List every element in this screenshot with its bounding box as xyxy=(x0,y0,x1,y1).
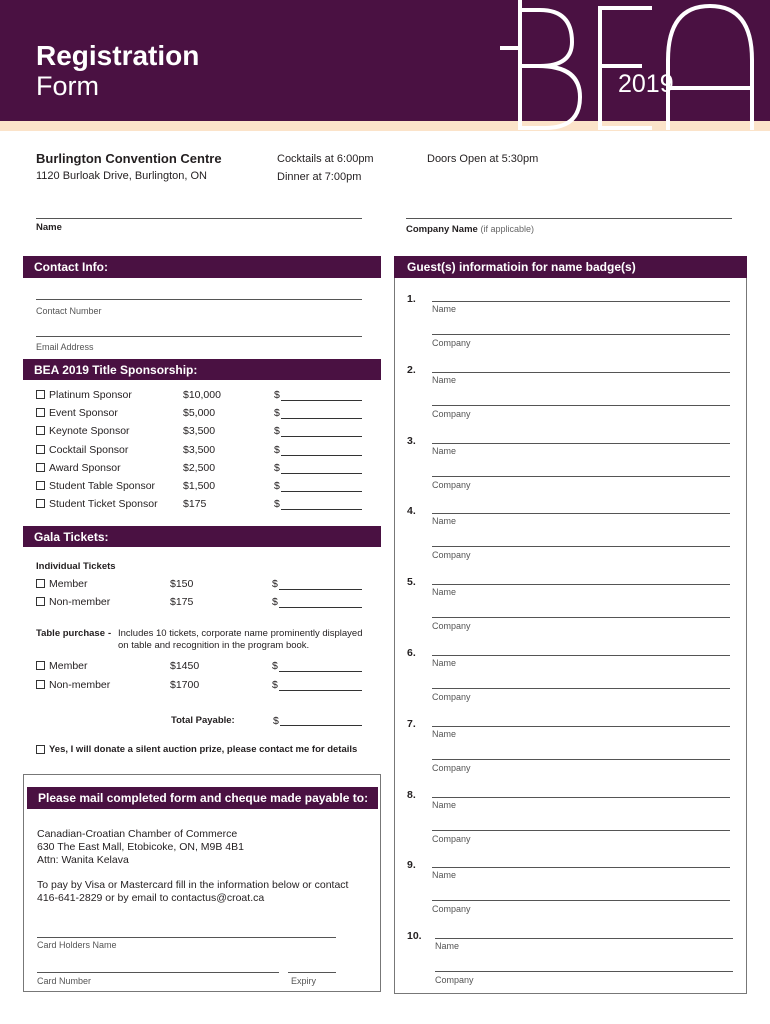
sponsor-amount-field[interactable] xyxy=(281,473,362,474)
guest-company-field[interactable] xyxy=(432,476,730,477)
guest-name-field[interactable] xyxy=(432,513,730,514)
expiry-field[interactable] xyxy=(288,972,336,973)
guest-company-label: Company xyxy=(432,408,471,419)
sponsor-checkbox[interactable] xyxy=(36,426,45,435)
guest-company-label: Company xyxy=(432,479,471,490)
company-name-note: (if applicable) xyxy=(480,224,534,234)
table-ticket-amount-field[interactable] xyxy=(279,671,362,672)
email-address-field[interactable] xyxy=(36,336,362,337)
guest-number: 2. xyxy=(407,363,416,376)
guest-name-field[interactable] xyxy=(432,584,730,585)
sponsor-price: $3,500 xyxy=(183,443,216,456)
pay-instructions-line-2: 416-641-2829 or by email to contactus@croat.ca xyxy=(37,892,265,904)
sponsor-checkbox[interactable] xyxy=(36,481,45,490)
guest-name-label: Name xyxy=(432,870,457,881)
sponsor-name: Event Sponsor xyxy=(49,407,118,420)
guest-company-label: Company xyxy=(432,904,471,915)
sponsor-price: $1,500 xyxy=(183,480,216,492)
card-number-field[interactable] xyxy=(37,972,279,973)
card-number-label: Card Number xyxy=(37,976,92,986)
sponsor-name: Student Ticket Sponsor xyxy=(49,498,158,511)
guest-number: 5. xyxy=(407,576,416,589)
sponsor-checkbox[interactable] xyxy=(36,390,45,399)
pay-instructions-line-1: To pay by Visa or Mastercard fill in the information below or contact xyxy=(37,879,349,891)
individual-ticket-price: $150 xyxy=(170,578,194,590)
name-label: Name xyxy=(36,222,62,233)
sponsor-dollar: $ xyxy=(274,407,280,420)
email-address-label: Email Address xyxy=(36,342,94,352)
sponsor-name: Cocktail Sponsor xyxy=(49,443,129,456)
sponsor-name: Platinum Sponsor xyxy=(49,389,132,401)
guest-name-label: Name xyxy=(432,445,457,456)
sponsor-row[interactable] xyxy=(36,425,366,438)
sponsor-amount-field[interactable] xyxy=(281,455,362,456)
individual-tickets-heading: Individual Tickets xyxy=(36,561,116,572)
guest-number: 6. xyxy=(407,647,416,659)
individual-ticket-name: Member xyxy=(49,578,88,590)
total-payable-dollar: $ xyxy=(273,715,279,727)
sponsor-row[interactable] xyxy=(36,480,366,493)
mail-address-line-2: 630 The East Mall, Etobicoke, ON, M9B 4B1 xyxy=(37,841,244,853)
guest-name-field[interactable] xyxy=(432,655,730,656)
sponsor-price: $175 xyxy=(183,498,207,511)
guest-name-label: Name xyxy=(432,304,457,314)
individual-ticket-dollar: $ xyxy=(272,578,278,590)
individual-ticket-name: Non-member xyxy=(49,596,111,608)
table-ticket-price: $1700 xyxy=(170,679,200,691)
guest-number: 4. xyxy=(407,505,416,518)
table-ticket-name: Member xyxy=(49,660,88,672)
table-ticket-checkbox[interactable] xyxy=(36,661,45,670)
sponsor-price: $5,000 xyxy=(183,407,216,420)
card-holder-label: Card Holders Name xyxy=(37,940,117,950)
table-purchase-label: Table purchase xyxy=(36,628,105,639)
table-ticket-row[interactable] xyxy=(36,679,366,692)
venue-address: 1120 Burloak Drive, Burlington, ON xyxy=(36,170,207,182)
sponsor-amount-field[interactable] xyxy=(281,509,362,510)
guest-name-field[interactable] xyxy=(432,797,730,798)
sponsor-dollar: $ xyxy=(274,443,280,456)
sponsor-price: $3,500 xyxy=(183,425,216,438)
table-purchase-desc-1: Includes 10 tickets, corporate name prominently displayed xyxy=(118,628,363,639)
guest-name-label: Name xyxy=(432,516,457,527)
guest-company-label: Company xyxy=(432,692,471,702)
table-ticket-checkbox[interactable] xyxy=(36,680,45,689)
individual-ticket-dollar: $ xyxy=(272,596,278,608)
guest-number: 7. xyxy=(407,717,416,730)
table-ticket-dollar: $ xyxy=(272,660,278,672)
donate-option[interactable] xyxy=(36,744,376,756)
mail-heading: Please mail completed form and cheque made payable to: xyxy=(27,787,378,809)
guest-company-field[interactable] xyxy=(432,830,730,831)
sponsor-name: Award Sponsor xyxy=(49,461,121,474)
contact-number-field[interactable] xyxy=(36,299,362,300)
sponsor-amount-field[interactable] xyxy=(281,436,362,437)
donate-checkbox[interactable] xyxy=(36,745,45,754)
sponsor-checkbox[interactable] xyxy=(36,408,45,417)
guest-company-label: Company xyxy=(432,833,471,844)
donate-label: Yes, I will donate a silent auction prize, please contact me for details xyxy=(49,744,358,755)
guest-company-field[interactable] xyxy=(432,334,730,335)
card-holder-field[interactable] xyxy=(37,937,336,938)
individual-ticket-row[interactable] xyxy=(36,596,366,609)
form-subtitle: Form xyxy=(36,71,99,101)
total-payable-label: Total Payable: xyxy=(171,715,235,726)
sponsor-price: $10,000 xyxy=(183,389,221,401)
sponsor-amount-field[interactable] xyxy=(281,491,362,492)
table-ticket-row[interactable] xyxy=(36,660,366,673)
guest-company-field[interactable] xyxy=(432,546,730,547)
individual-ticket-price: $175 xyxy=(170,596,194,608)
mail-address-line-1: Canadian-Croatian Chamber of Commerce xyxy=(37,828,238,840)
venue-name: Burlington Convention Centre xyxy=(36,151,222,166)
guest-company-label: Company xyxy=(432,762,471,773)
sponsor-dollar: $ xyxy=(274,389,280,401)
individual-ticket-amount-field[interactable] xyxy=(279,607,362,608)
guest-name-label: Name xyxy=(435,941,460,952)
guest-company-label: Company xyxy=(432,338,471,348)
bea-logo xyxy=(500,0,770,131)
doors-time: Doors Open at 5:30pm xyxy=(427,153,539,165)
table-ticket-dollar: $ xyxy=(272,679,278,691)
total-payable-field[interactable] xyxy=(280,725,362,726)
guest-name-label: Name xyxy=(432,728,457,739)
guest-company-field[interactable] xyxy=(432,688,730,689)
sponsor-amount-field[interactable] xyxy=(281,400,362,401)
name-field[interactable] xyxy=(36,218,362,219)
guest-name-field[interactable] xyxy=(432,301,730,302)
contact-info-heading: Contact Info: xyxy=(23,256,381,278)
sponsor-dollar: $ xyxy=(274,425,280,438)
expiry-label: Expiry xyxy=(291,976,317,986)
sponsor-name: Student Table Sponsor xyxy=(49,480,156,492)
sponsor-row[interactable] xyxy=(36,389,366,402)
guest-name-field[interactable] xyxy=(432,443,730,444)
guest-name-field[interactable] xyxy=(432,726,730,727)
guest-company-field[interactable] xyxy=(432,405,730,406)
sponsorship-heading: BEA 2019 Title Sponsorship: xyxy=(23,359,381,380)
individual-ticket-amount-field[interactable] xyxy=(279,589,362,590)
guest-company-label: Company xyxy=(432,550,471,561)
guest-name-field[interactable] xyxy=(432,372,730,373)
gala-tickets-heading: Gala Tickets: xyxy=(23,526,381,547)
sponsor-name: Keynote Sponsor xyxy=(49,425,130,438)
table-ticket-amount-field[interactable] xyxy=(279,690,362,691)
sponsor-row[interactable] xyxy=(36,444,366,457)
contact-number-label: Contact Number xyxy=(36,306,102,316)
sponsor-dollar: $ xyxy=(274,480,280,492)
guest-name-field[interactable] xyxy=(435,938,733,939)
form-title: Registration xyxy=(36,40,200,71)
sponsor-row[interactable] xyxy=(36,407,366,420)
guest-name-field[interactable] xyxy=(432,867,730,868)
table-purchase-desc-2: on table and recognition in the program book. xyxy=(118,640,310,651)
sponsor-amount-field[interactable] xyxy=(281,418,362,419)
guest-company-label: Company xyxy=(432,621,471,632)
guest-name-label: Name xyxy=(432,374,457,385)
guest-info-heading: Guest(s) informatioin for name badge(s) xyxy=(394,256,747,278)
guest-number: 10. xyxy=(407,930,422,943)
guest-number: 1. xyxy=(407,293,416,305)
guest-name-label: Name xyxy=(432,587,457,598)
sponsor-checkbox[interactable] xyxy=(36,445,45,454)
sponsor-row[interactable] xyxy=(36,498,366,511)
sponsor-price: $2,500 xyxy=(183,461,216,474)
sponsor-checkbox[interactable] xyxy=(36,463,45,472)
company-name-field[interactable] xyxy=(406,218,732,219)
guest-company-label: Company xyxy=(435,975,474,986)
cocktails-time: Cocktails at 6:00pm xyxy=(277,153,374,165)
individual-ticket-row[interactable] xyxy=(36,578,366,591)
guest-company-field[interactable] xyxy=(432,617,730,618)
logo-year: 2019 xyxy=(618,70,674,98)
guest-name-label: Name xyxy=(432,799,457,810)
guest-number: 8. xyxy=(407,788,416,801)
sponsor-checkbox[interactable] xyxy=(36,499,45,508)
table-ticket-name: Non-member xyxy=(49,679,111,691)
company-name-label-text: Company Name xyxy=(406,224,478,235)
guest-number: 3. xyxy=(407,434,416,447)
sponsor-dollar: $ xyxy=(274,498,280,511)
guest-company-field[interactable] xyxy=(432,900,730,901)
table-ticket-price: $1450 xyxy=(170,660,200,672)
sponsor-dollar: $ xyxy=(274,461,280,474)
guest-name-label: Name xyxy=(432,658,457,668)
individual-ticket-checkbox[interactable] xyxy=(36,597,45,606)
company-name-label xyxy=(406,224,534,235)
guest-number: 9. xyxy=(407,859,416,872)
guest-company-field[interactable] xyxy=(432,759,730,760)
table-purchase-dash: - xyxy=(108,628,112,639)
individual-ticket-checkbox[interactable] xyxy=(36,579,45,588)
guest-company-field[interactable] xyxy=(435,971,733,972)
sponsor-row[interactable] xyxy=(36,462,366,475)
dinner-time: Dinner at 7:00pm xyxy=(277,171,362,183)
mail-address-line-3: Attn: Wanita Kelava xyxy=(37,854,129,866)
